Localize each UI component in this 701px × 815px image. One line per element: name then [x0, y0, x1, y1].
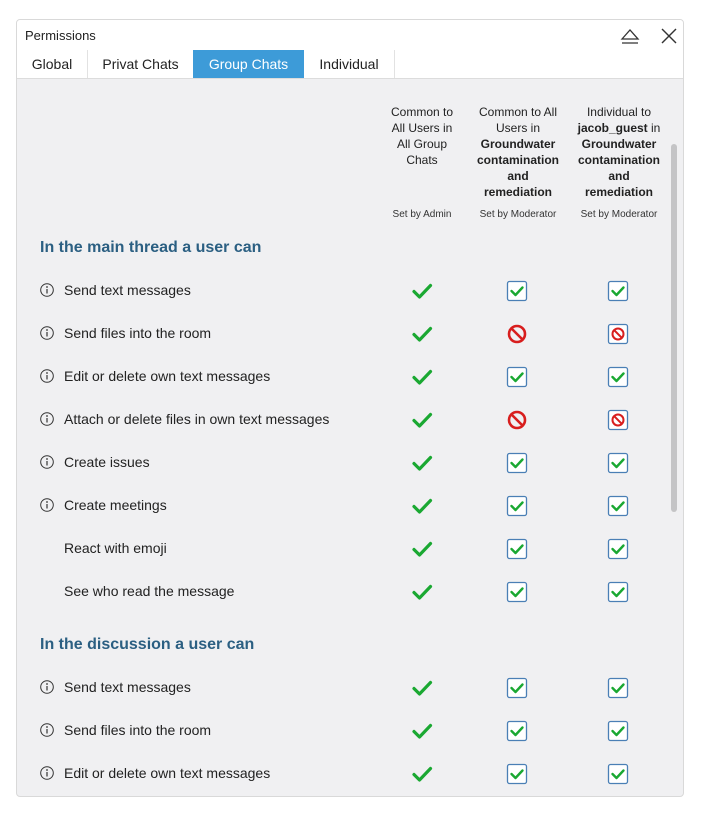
permission-row — [17, 759, 657, 789]
info-icon[interactable] — [40, 723, 54, 737]
individual-checkbox[interactable] — [607, 763, 629, 785]
permission-label: Attach or delete files in own text messages — [64, 411, 330, 427]
moderator-checkbox[interactable] — [506, 677, 528, 699]
tab-bar — [17, 50, 683, 79]
individual-checkbox[interactable] — [607, 366, 629, 388]
permission-row — [17, 405, 657, 435]
allowed-check-icon — [411, 366, 433, 388]
allowed-check-icon — [411, 763, 433, 785]
permission-label: Send text messages — [64, 679, 191, 695]
moderator-checkbox[interactable] — [506, 452, 528, 474]
set-by-admin: Set by Admin — [392, 209, 452, 220]
tab-privat-chats[interactable]: Privat Chats — [88, 50, 194, 78]
set-by-moderator: Set by Moderator — [479, 209, 557, 220]
permission-label: Edit or delete own text messages — [64, 765, 271, 781]
tab-global[interactable]: Global — [17, 50, 88, 78]
permission-label: React with emoji — [64, 540, 167, 556]
window-title: Permissions — [25, 28, 96, 43]
permission-label: Create meetings — [64, 497, 167, 513]
moderator-checkbox[interactable] — [506, 581, 528, 603]
allowed-check-icon — [411, 677, 433, 699]
individual-checkbox[interactable] — [607, 452, 629, 474]
moderator-checkbox[interactable] — [506, 280, 528, 302]
title-bar — [17, 20, 683, 50]
permission-label: Send files into the room — [64, 722, 212, 738]
tab-individual[interactable]: Individual — [304, 50, 395, 78]
allowed-check-icon — [411, 581, 433, 603]
moderator-checkbox[interactable] — [506, 495, 528, 517]
permission-label: Edit or delete own text messages — [64, 368, 271, 384]
set-by-moderator-individual: Set by Moderator — [580, 209, 658, 220]
info-icon[interactable] — [40, 326, 54, 340]
allowed-check-icon — [411, 720, 433, 742]
allowed-check-icon — [411, 452, 433, 474]
permission-row — [17, 534, 657, 564]
permission-label: See who read the message — [64, 583, 235, 599]
section-title: In the discussion a user can — [40, 636, 255, 653]
allowed-check-icon — [411, 495, 433, 517]
moderator-checkbox[interactable] — [506, 720, 528, 742]
permissions-window — [16, 19, 684, 797]
permission-row — [17, 577, 657, 607]
permission-row — [17, 319, 657, 349]
permission-row — [17, 362, 657, 392]
permission-label: Send files into the room — [64, 325, 212, 341]
column-header-moderator: Common to All Users in Groundwater contamination and remediation — [476, 105, 559, 199]
allowed-check-icon — [411, 409, 433, 431]
moderator-denied-icon[interactable] — [506, 323, 528, 345]
close-icon[interactable] — [657, 24, 681, 48]
permissions-content — [17, 79, 683, 797]
moderator-checkbox[interactable] — [506, 763, 528, 785]
individual-denied-checkbox[interactable] — [607, 409, 629, 431]
individual-checkbox[interactable] — [607, 677, 629, 699]
individual-checkbox[interactable] — [607, 495, 629, 517]
column-header-individual: Individual to jacob_guest in Groundwater contamination and remediation — [577, 105, 661, 199]
permission-label: Create issues — [64, 454, 150, 470]
permission-row — [17, 673, 657, 703]
allowed-check-icon — [411, 538, 433, 560]
scrollbar[interactable] — [671, 144, 677, 512]
moderator-checkbox[interactable] — [506, 538, 528, 560]
column-header-admin: Common to All Users in All Group Chats — [390, 105, 454, 167]
section-title: In the main thread a user can — [40, 239, 262, 256]
permission-row — [17, 448, 657, 478]
individual-checkbox[interactable] — [607, 538, 629, 560]
allowed-check-icon — [411, 323, 433, 345]
permission-row — [17, 276, 657, 306]
permission-row — [17, 716, 657, 746]
individual-denied-checkbox[interactable] — [607, 323, 629, 345]
permission-label: Send text messages — [64, 282, 191, 298]
allowed-check-icon — [411, 280, 433, 302]
eject-icon[interactable] — [618, 24, 642, 48]
individual-checkbox[interactable] — [607, 720, 629, 742]
info-icon[interactable] — [40, 412, 54, 426]
moderator-denied-icon[interactable] — [506, 409, 528, 431]
moderator-checkbox[interactable] — [506, 366, 528, 388]
info-icon[interactable] — [40, 680, 54, 694]
permission-row — [17, 491, 657, 521]
info-icon[interactable] — [40, 766, 54, 780]
info-icon[interactable] — [40, 498, 54, 512]
info-icon[interactable] — [40, 283, 54, 297]
info-icon[interactable] — [40, 369, 54, 383]
info-icon[interactable] — [40, 455, 54, 469]
tab-group-chats[interactable]: Group Chats — [193, 50, 304, 78]
individual-checkbox[interactable] — [607, 280, 629, 302]
individual-checkbox[interactable] — [607, 581, 629, 603]
